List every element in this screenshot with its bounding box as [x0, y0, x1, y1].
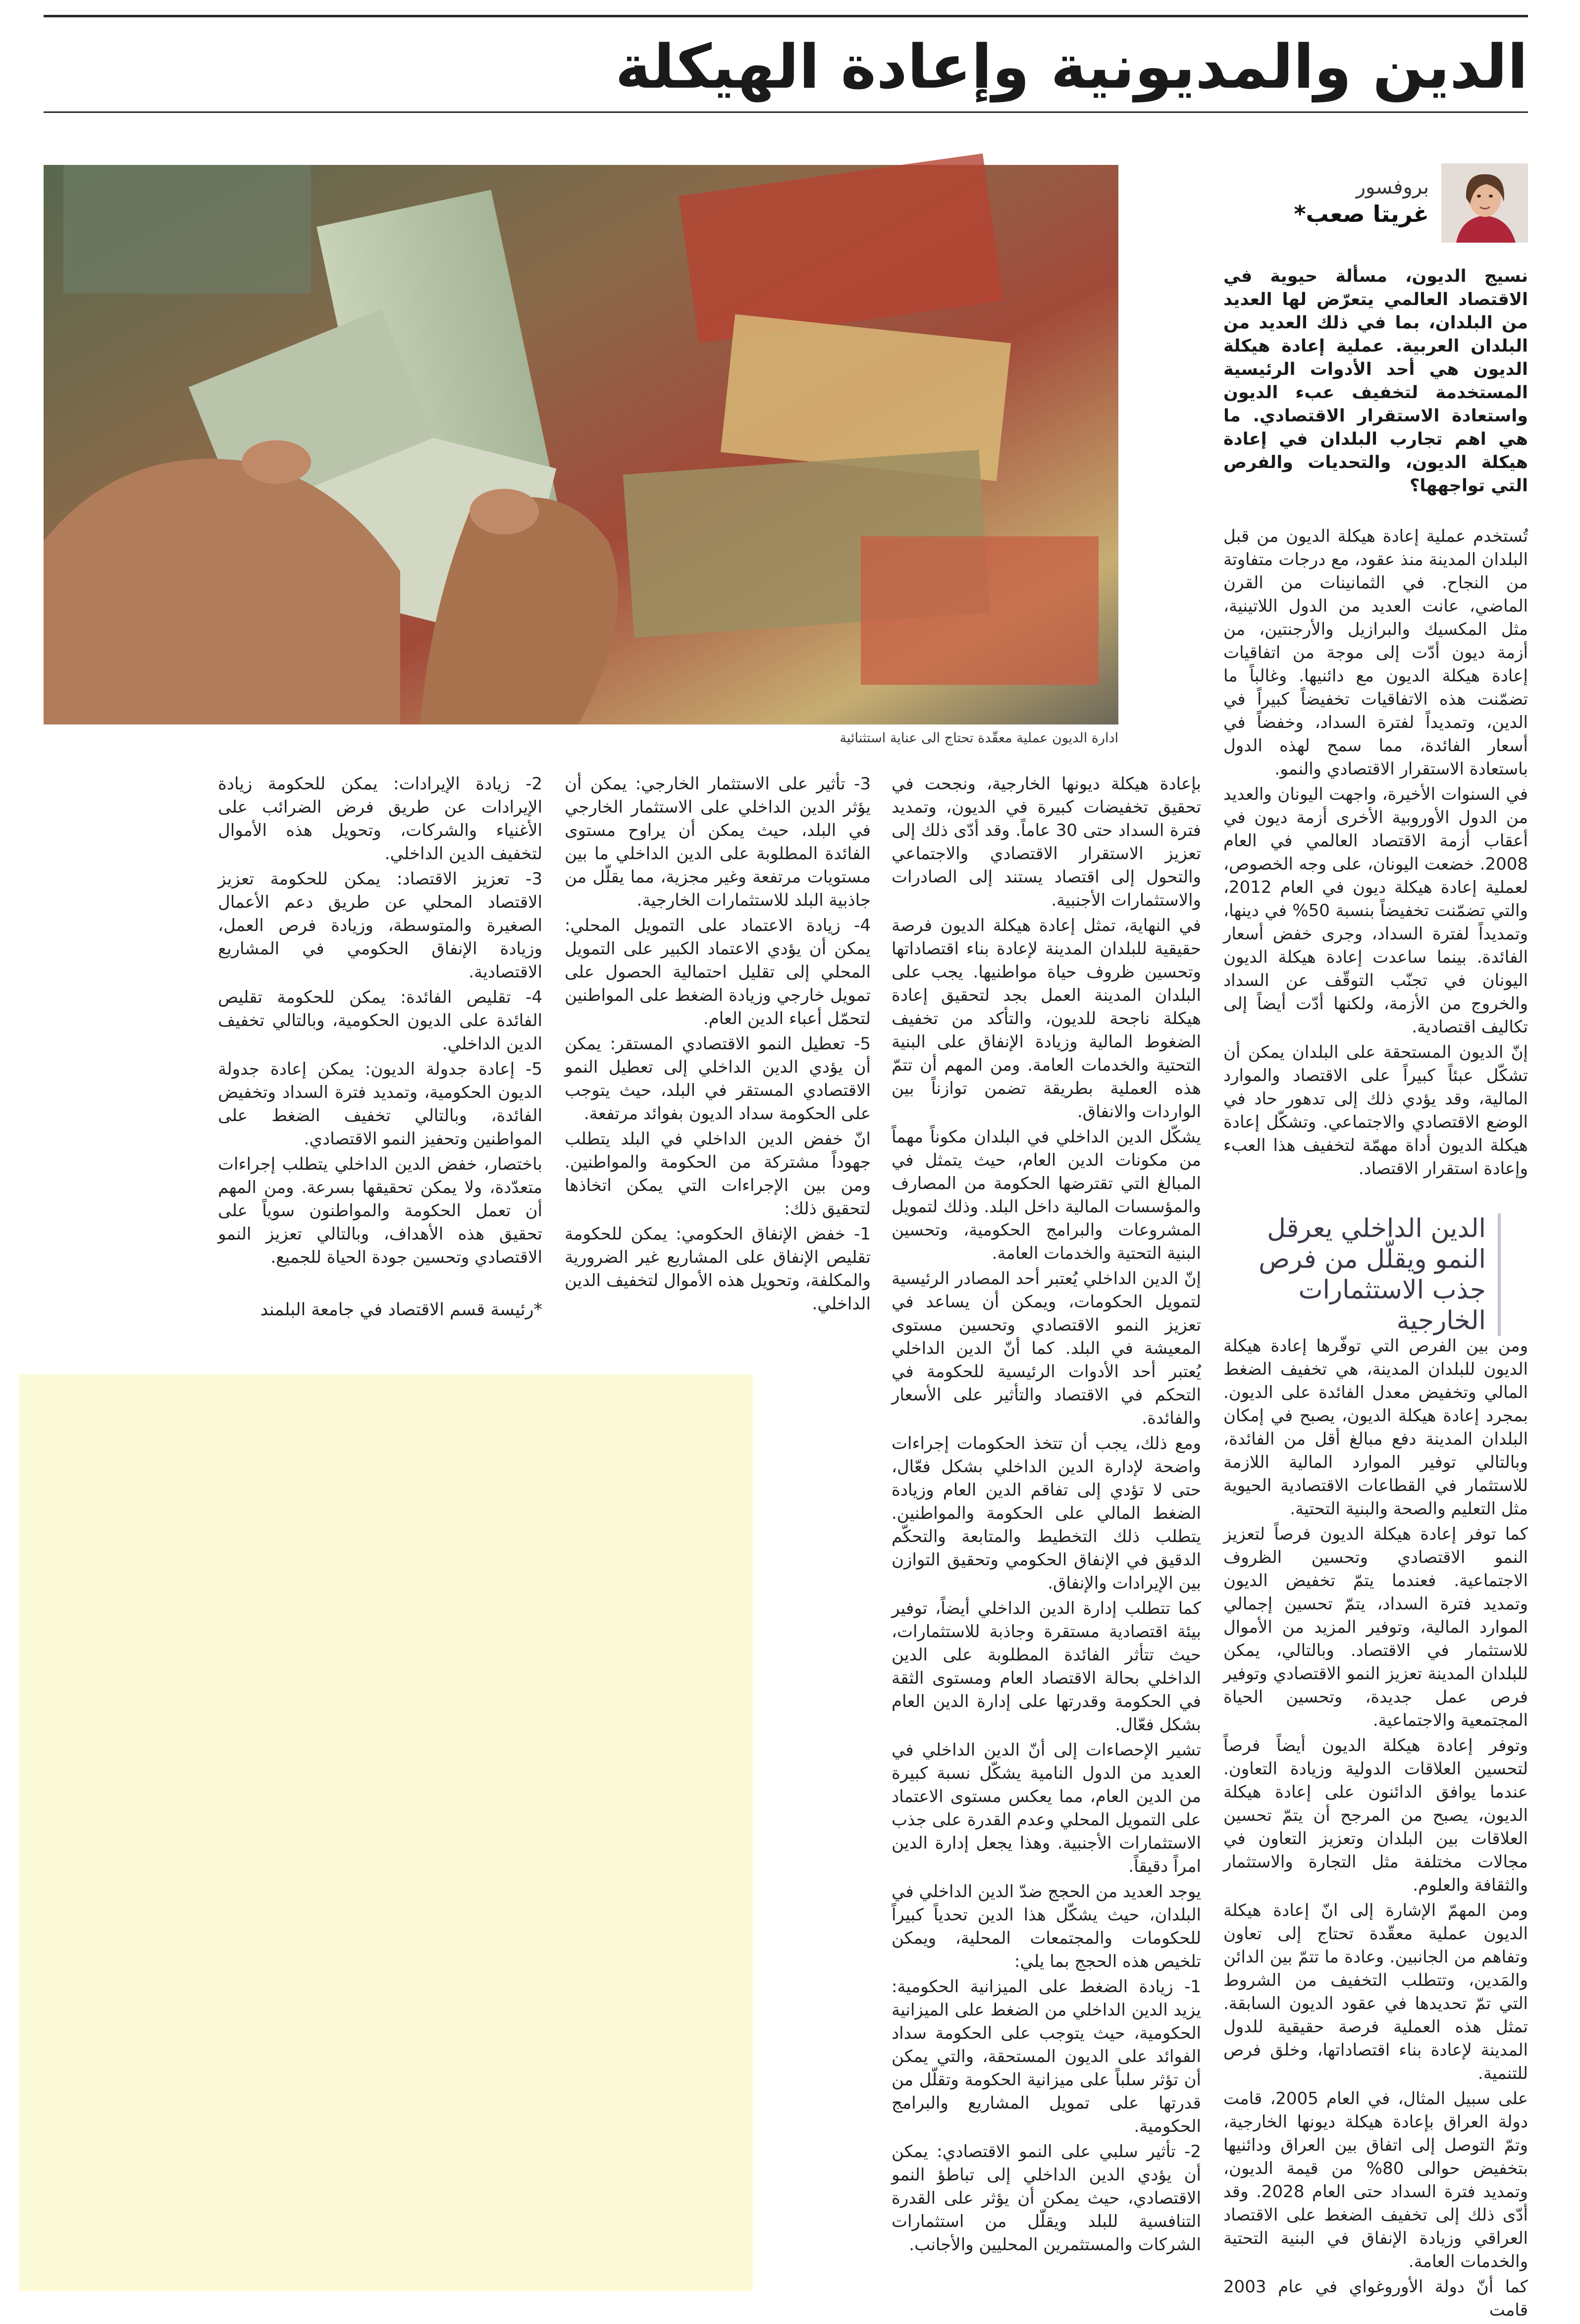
- author-photo: [1441, 163, 1528, 243]
- paragraph: 2- تأثير سلبي على النمو الاقتصادي: يمكن أن يؤدي الدين الداخلي إلى تباطؤ النمو الاقتصادي، حيث يمكن أن يؤثر على القدرة التنافسية للبلد ويقلّل من استثمارات الشركات والمستثمرين المحليين والأجانب.: [892, 2142, 1201, 2255]
- paragraph: كما أنّ دولة الأوروغواي في عام 2003 قامت: [1223, 2277, 1528, 2320]
- ad-placeholder: [19, 1374, 753, 2291]
- paragraph: يشكّل الدين الداخلي في البلدان مكوناً مهماً من مكونات الدين العام، حيث يتمثل في المبالغ التي تقترضها الحكومة من المصارف والمؤسسات المالية داخل البلد. وذلك لتمويل المشروعات والبرامج الحكومية، وتحسين البنية التحتية والخدمات العامة.: [892, 1127, 1201, 1263]
- article-column-2: [892, 773, 1201, 2259]
- paragraph: إنّ الدين الداخلي يُعتبر أحد المصادر الرئيسية لتمويل الحكومات، ويمكن أن يساعد في تعزيز النمو الاقتصادي وتحسين مستوى المعيشة في البلد. كما أنّ الدين الداخلي يُعتبر أحد الأدوات الرئيسية للحكومة في التحكم في الاقتصاد والتأثير على الأسعار والفائدة.: [892, 1269, 1201, 1428]
- paragraph: 1- خفض الإنفاق الحكومي: يمكن للحكومة تقليص الإنفاق على المشاريع غير الضرورية والمكلفة، وتحويل هذه الأموال لتخفيف الدين الداخلي.: [565, 1224, 871, 1314]
- paragraph: كما توفر إعادة هيكلة الديون فرصاً لتعزيز النمو الاقتصادي وتحسين الظروف الاجتماعية. فعندما يتمّ تخفيض الديون وتمديد فترة السداد، يتمّ تحسين إجمالي الموارد المالية، وتوفير المزيد من الأموال للاستثمار في الاقتصاد. وبالتالي، يمكن للبلدان المدينة تعزيز النمو الاقتصادي وتوفير فرص عمل جديدة، وتحسين الحياة المجتمعية والاجتماعية.: [1223, 1524, 1528, 1730]
- article-photo: [44, 165, 1118, 724]
- article-column-3: [565, 773, 871, 1318]
- paragraph: تشير الإحصاءات إلى أنّ الدين الداخلي في العديد من الدول النامية يشكّل نسبة كبيرة من الدين العام، مما يعكس مستوى الاعتماد على التمويل المحلي وعدم القدرة على جذب الاستثمارات الأجنبية. وهذا يجعل إدارة الدين امراً دقيقاً.: [892, 1740, 1201, 1876]
- paragraph: 2- زيادة الإيرادات: يمكن للحكومة زيادة الإيرادات عن طريق فرض الضرائب على الأغنياء والشركات، وتحويل هذه الأموال لتخفيف الدين الداخلي.: [218, 774, 542, 864]
- article-intro: نسيج الديون، مسألة حيوية في الاقتصاد العالمي يتعرّض لها العديد من البلدان، بما في ذلك العديد من البلدان العربية. عملية إعادة هيكلة الديون هي أحد الأدوات الرئيسية المستخدمة لتخفيف عبء الديون واستعادة الاستقرار الاقتصادي. ما هي اهم تجارب البلدان في إعادة هيكلة الديون، والتحديات والفرص التي تواجهها؟: [1223, 266, 1528, 496]
- top-rule: [44, 15, 1528, 17]
- paragraph: على سبيل المثال، في العام 2005، قامت دولة العراق بإعادة هيكلة ديونها الخارجية، وتمّ التوصل إلى اتفاق بين العراق ودائنيها بتخفيض حوالى 80% من قيمة الديون، وتمديد فترة السداد حتى العام 2028. وقد أدّى ذلك إلى تخفيف الضغط على الاقتصاد العراقي وزيادة الإنفاق في البنية التحتية والخدمات العامة.: [1223, 2089, 1528, 2272]
- author-role: بروفسور: [1356, 176, 1429, 199]
- paragraph: تُستخدم عملية إعادة هيكلة الديون من قبل البلدان المدينة منذ عقود، مع درجات متفاوتة من النجاح. في الثمانينات من القرن الماضي، عانت العديد من الدول اللاتينية، مثل المكسيك والبرازيل والأرجنتين، من أزمة ديون أدّت إلى موجة من اتفاقيات إعادة هيكلة الديون مع دائنيها. وغالباً ما تضمّنت هذه الاتفاقيات تخفيضاً كبيراً في الدين، وتمديداً لفترة السداد، وخفضاً في أسعار الفائدة، مما سمح لهذه الدول باستعادة الاستقرار الاقتصادي والنمو.: [1223, 526, 1528, 779]
- author-name: غريتا صعب*: [1294, 201, 1429, 227]
- paragraph: بإعادة هيكلة ديونها الخارجية، ونجحت في تحقيق تخفيضات كبيرة في الديون، وتمديد فترة السداد حتى 30 عاماً. وقد أدّى ذلك إلى تعزيز الاستقرار الاقتصادي والاجتماعي والتحول إلى اقتصاد يستند إلى الصادرات والاستثمارات الأجنبية.: [892, 774, 1201, 910]
- paragraph: ومع ذلك، يجب أن تتخذ الحكومات إجراءات واضحة لإدارة الدين الداخلي بشكل فعّال، حتى لا تؤدي إلى تفاقم الدين العام وزيادة الضغط المالي على الحكومة والمواطنين. يتطلب ذلك التخطيط والمتابعة والتحكّم الدقيق في الإنفاق الحكومي وتحقيق التوازن بين الإيرادات والإنفاق.: [892, 1434, 1201, 1593]
- paragraph: وتوفر إعادة هيكلة الديون أيضاً فرصاً لتحسين العلاقات الدولية وزيادة التعاون. عندما يوافق الدائنون على إعادة هيكلة الديون، يصبح من المرجح أن يتمّ تحسين العلاقات بين البلدان وتعزيز التعاون في مجالات مختلفة مثل التجارة والاستثمار والثقافة والعلوم.: [1223, 1736, 1528, 1895]
- article-column-4: [218, 773, 542, 1271]
- photo-caption: ادارة الديون عملية معقّدة تحتاج الى عناية استثنائية: [840, 730, 1118, 746]
- headline-rule: [44, 111, 1528, 113]
- article-headline: الدين والمديونية وإعادة الهيكلة: [615, 32, 1528, 102]
- paragraph: في السنوات الأخيرة، واجهت اليونان والعديد من الدول الأوروبية الأخرى أزمة ديون في أعقاب أزمة الاقتصاد العالمي في العام 2008. خضعت اليونان، على وجه الخصوص، لعملية إعادة هيكلة ديون في العام 2012، والتي تضمّنت تخفيضاً بنسبة 50% في دينها، وتمديداً لفترة السداد، وجرى خفض أسعار الفائدة. بينما ساعدت إعادة هيكلة الديون اليونان في تجنّب التوقّف عن السداد والخروج من الأزمة، ولكنها أدّت أيضاً إلى تكاليف اقتصادية.: [1223, 784, 1528, 1037]
- article-column-1: [1223, 525, 1528, 1183]
- paragraph: ومن المهمّ الإشارة إلى انّ إعادة هيكلة الديون عملية معقّدة تحتاج إلى تعاون وتفاهم من الجانبين. وعادة ما تتمّ بين الدائن والمَدين، وتتطلب التخفيف من الشروط التي تمّ تحديدها في عقود الديون السابقة. تمثل هذه العملية فرصة حقيقية للدول المدينة لإعادة بناء اقتصاداتها، وخلق فرص للتنمية.: [1223, 1901, 1528, 2083]
- paragraph: إنّ الديون المستحقة على البلدان يمكن أن تشكّل عبئاً كبيراً على الاقتصاد والموارد المالية، وقد يؤدي ذلك إلى تدهور حاد في الوضع الاقتصادي والاجتماعي. وتشكّل إعادة هيكلة الديون أداة مهمّة لتخفيف هذا العبء وإعادة استقرار الاقتصاد.: [1223, 1042, 1528, 1179]
- paragraph: ومن بين الفرص التي توفّرها إعادة هيكلة الديون للبلدان المدينة، هي تخفيف الضغط المالي وتخفيض معدل الفائدة على الديون. بمجرد إعادة هيكلة الديون، يصبح في إمكان البلدان المدينة دفع مبالغ أقل من الفائدة، وبالتالي توفير الموارد المالية اللازمة للاستثمار في القطاعات الاقتصادية الحيوية مثل التعليم والصحة والبنية التحتية.: [1223, 1336, 1528, 1519]
- paragraph: 5- تعطيل النمو الاقتصادي المستقر: يمكن أن يؤدي الدين الداخلي إلى تعطيل النمو الاقتصادي المستقر في البلد، حيث يتوجب على الحكومة سداد الديون بفوائد مرتفعة.: [565, 1034, 871, 1124]
- paragraph: 3- تأثير على الاستثمار الخارجي: يمكن أن يؤثر الدين الداخلي على الاستثمار الخارجي في البلد، حيث يمكن أن يراوح مستوى الفائدة المطلوبة على الدين الداخلي ما بين مستويات مرتفعة وغير مجزية، مما يقلّل من جاذبية البلد للاستثمارات الخارجية.: [565, 774, 871, 910]
- paragraph: باختصار، خفض الدين الداخلي يتطلب إجراءات متعدّدة، ولا يمكن تحقيقها بسرعة. ومن المهم أن تعمل الحكومة والمواطنون سوياً على تحقيق هذه الأهداف، وبالتالي تعزيز النمو الاقتصادي وتحسين جودة الحياة للجميع.: [218, 1154, 542, 1267]
- paragraph: 4- زيادة الاعتماد على التمويل المحلي: يمكن أن يؤدي الاعتماد الكبير على التمويل المحلي إلى تقليل احتمالية الحصول على تمويل خارجي وزيادة الضغط على المواطنين لتحمّل أعباء الدين العام.: [565, 916, 871, 1029]
- paragraph: 3- تعزيز الاقتصاد: يمكن للحكومة تعزيز الاقتصاد المحلي عن طريق دعم الأعمال الصغيرة والمتوسطة، وزيادة فرص العمل، وزيادة الإنفاق الحكومي في المشاريع الاقتصادية.: [218, 869, 542, 982]
- author-footnote: *رئيسة قسم الاقتصاد في جامعة البلمند: [260, 1300, 542, 1320]
- paragraph: 4- تقليص الفائدة: يمكن للحكومة تقليص الفائدة على الديون الحكومية، وبالتالي تخفيف الدين الداخلي.: [218, 987, 542, 1054]
- paragraph: انّ خفض الدين الداخلي في البلد يتطلب جهوداً مشتركة من الحكومة والمواطنين. ومن بين الإجراءات التي يمكن اتخاذها لتحقيق ذلك:: [565, 1129, 871, 1219]
- pull-quote: الدين الداخلي يعرقل النمو ويقلّل من فرص جذب الاستثمارات الخارجية: [1223, 1213, 1501, 1336]
- paragraph: يوجد العديد من الحجج ضدّ الدين الداخلي في البلدان، حيث يشكّل هذا الدين تحدياً كبيراً للحكومات والمجتمعات المحلية، ويمكن تلخيص هذه الحجج بما يلي:: [892, 1882, 1201, 1971]
- paragraph: في النهاية، تمثل إعادة هيكلة الديون فرصة حقيقية للبلدان المدينة لإعادة بناء اقتصاداتها وتحسين ظروف حياة مواطنيها. يجب على البلدان المدينة العمل بجد لتحقيق إعادة هيكلة ناجحة للديون، والتأكد من تخفيف الضغوط المالية وزيادة الإنفاق على البنية التحتية والخدمات العامة. ومن المهم أن تتمّ هذه العملية بطريقة تضمن توازناً بين الواردات والانفاق.: [892, 916, 1201, 1122]
- paragraph: 5- إعادة جدولة الديون: يمكن إعادة جدولة الديون الحكومية، وتمديد فترة السداد وتخفيض الفائدة، وبالتالي تخفيف الضغط على المواطنين وتحفيز النمو الاقتصادي.: [218, 1059, 542, 1149]
- paragraph: كما تتطلب إدارة الدين الداخلي أيضاً، توفير بيئة اقتصادية مستقرة وجاذبة للاستثمارات، حيث تتأثر الفائدة المطلوبة على الدين الداخلي بحالة الاقتصاد العام ومستوى الثقة في الحكومة وقدرتها على إدارة الدين العام بشكل فعّال.: [892, 1599, 1201, 1735]
- paragraph: 1- زيادة الضغط على الميزانية الحكومية: يزيد الدين الداخلي من الضغط على الميزانية الحكومية، حيث يتوجب على الحكومة سداد الفوائد على الديون المستحقة، والتي يمكن أن تؤثر سلباً على ميزانية الحكومة وتقلّل من قدرتها على تمويل المشاريع والبرامج الحكومية.: [892, 1977, 1201, 2136]
- article-column-1-lower: [1223, 1335, 1528, 2324]
